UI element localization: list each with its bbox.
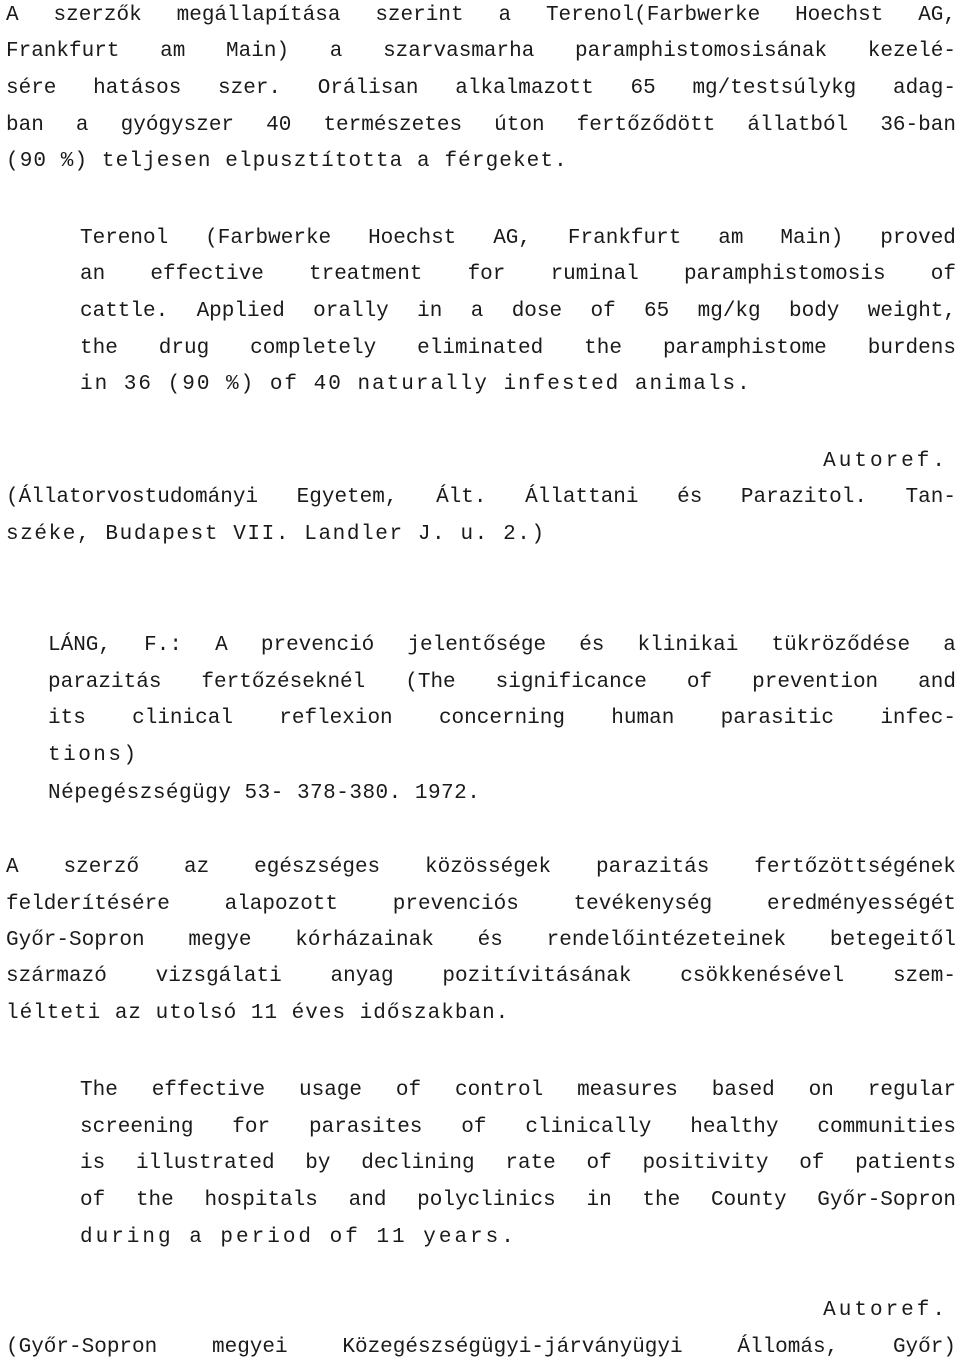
- summary-en-1-line-5: in 36 (90 %) of 40 naturally infested animals.: [80, 373, 752, 396]
- summary-hu-2-line-1: [6, 855, 956, 881]
- word: declining: [361, 1152, 475, 1175]
- word: szem-: [892, 965, 956, 988]
- summary-en-1-line-4: [80, 336, 956, 362]
- citation-line-2: [48, 670, 956, 696]
- affiliation-1-line-1: [6, 485, 956, 511]
- word: paramphistome: [662, 337, 827, 360]
- word: Orálisan: [317, 77, 419, 100]
- word: on: [808, 1079, 834, 1102]
- word: állatból: [747, 114, 849, 137]
- summary-en-1-line-2: [80, 262, 956, 288]
- word: vizsgálati: [155, 965, 282, 988]
- word: County: [710, 1189, 787, 1212]
- word: prevenciós: [392, 893, 519, 916]
- word: tükröződése: [771, 634, 911, 657]
- word: the: [584, 337, 622, 360]
- word: anyag: [330, 965, 394, 988]
- word: burdens: [867, 337, 956, 360]
- word: for: [232, 1116, 271, 1139]
- word: a: [329, 40, 343, 63]
- autoref-2: Autoref.: [823, 1299, 948, 1322]
- summary-hu-2-line-2: [6, 892, 956, 918]
- summary-en-1-line-3: [80, 299, 956, 325]
- word: rate: [505, 1152, 556, 1175]
- word: prevention: [752, 671, 879, 694]
- word: patients: [855, 1152, 956, 1175]
- word: szerzők: [53, 4, 142, 27]
- word: Győr-Sopron: [817, 1189, 956, 1212]
- word: AG,: [918, 4, 956, 27]
- word: healthy: [690, 1116, 779, 1139]
- word: származó: [6, 965, 107, 988]
- word: kezelé-: [867, 40, 956, 63]
- word: a: [75, 114, 89, 137]
- word: 65: [644, 300, 670, 323]
- word: ruminal: [550, 263, 639, 286]
- word: measures: [577, 1079, 678, 1102]
- word: F.:: [144, 634, 182, 657]
- word: completely: [250, 337, 377, 360]
- word: of: [799, 1152, 825, 1175]
- word: Applied: [196, 300, 285, 323]
- word: its: [48, 707, 86, 730]
- word: human: [611, 707, 675, 730]
- summary-en-2-line-3: [80, 1151, 956, 1177]
- word: (Győr-Sopron: [6, 1336, 158, 1359]
- summary-hu-2-line-3: [6, 928, 956, 954]
- word: természetes: [323, 114, 463, 137]
- word: orally: [313, 300, 389, 323]
- word: és: [677, 486, 703, 509]
- word: of: [80, 1189, 106, 1212]
- summary-hu-1-line-3: [6, 76, 956, 102]
- word: fertőződött: [576, 114, 716, 137]
- word: szerint: [375, 4, 464, 27]
- word: polyclinics: [417, 1189, 556, 1212]
- word: Terenol(Farbwerke: [545, 4, 761, 27]
- word: szerző: [63, 856, 140, 879]
- word: infec-: [880, 707, 956, 730]
- word: control: [454, 1079, 544, 1102]
- word: Tan-: [905, 486, 956, 509]
- word: Győr): [892, 1336, 956, 1359]
- word: az: [184, 856, 210, 879]
- word: megállapítása: [176, 4, 341, 27]
- summary-hu-1-line-5: (90 %) teljesen elpusztította a férgeket.: [6, 150, 568, 173]
- word: parasitic: [720, 707, 835, 730]
- word: fertőzöttségének: [754, 856, 956, 879]
- word: alkalmazott: [455, 77, 594, 100]
- word: paramphistomosis: [683, 263, 886, 286]
- word: in: [417, 300, 443, 323]
- word: effective: [151, 1079, 266, 1102]
- word: the: [135, 1189, 174, 1212]
- word: of: [686, 671, 713, 694]
- word: and: [918, 671, 956, 694]
- word: Main): [226, 40, 290, 63]
- affiliation-1-line-2: széke, Budapest VII. Landler J. u. 2.): [6, 523, 546, 546]
- summary-hu-1-line-4: [6, 113, 956, 139]
- summary-hu-1-line-1: [6, 3, 956, 29]
- word: a: [943, 634, 956, 657]
- autoref-1: Autoref.: [823, 450, 948, 473]
- word: clinically: [525, 1116, 652, 1139]
- word: based: [711, 1079, 775, 1102]
- word: of: [586, 1152, 612, 1175]
- word: concerning: [438, 707, 565, 730]
- word: is: [80, 1152, 106, 1175]
- word: dose: [511, 300, 563, 323]
- summary-hu-2-line-4: [6, 964, 956, 990]
- word: tevékenység: [573, 893, 713, 916]
- word: ban: [6, 114, 44, 137]
- affiliation-2: [6, 1335, 956, 1361]
- word: reflexion: [279, 707, 393, 730]
- summary-en-1-line-1: [80, 226, 956, 252]
- word: paramphistomosisának: [575, 40, 828, 63]
- word: parazitás: [48, 671, 162, 694]
- summary-en-2-line-4: [80, 1188, 956, 1214]
- word: Győr-Sopron: [6, 929, 145, 952]
- word: proved: [880, 227, 956, 250]
- word: screening: [80, 1116, 194, 1139]
- word: of: [461, 1116, 487, 1139]
- word: weight,: [867, 300, 956, 323]
- word: mg/kg: [697, 300, 761, 323]
- word: sére: [6, 77, 57, 100]
- word: significance: [495, 671, 647, 694]
- word: A: [6, 4, 19, 27]
- word: csökkenésével: [680, 965, 845, 988]
- word: LÁNG,: [48, 634, 112, 657]
- word: body: [789, 300, 840, 323]
- word: A: [215, 634, 228, 657]
- citation-source: Népegészségügy 53- 378-380. 1972.: [48, 782, 481, 805]
- word: Parazitol.: [740, 486, 867, 509]
- word: gyógyszer: [120, 114, 235, 137]
- word: pozitívitásának: [442, 965, 632, 988]
- word: fertőzéseknél: [201, 671, 366, 694]
- summary-en-2-line-5: during a period of 11 years.: [80, 1226, 517, 1249]
- word: an: [80, 263, 106, 286]
- word: eredményességét: [766, 893, 956, 916]
- word: Main): [780, 227, 844, 250]
- word: közösségek: [425, 856, 552, 879]
- word: am: [718, 227, 744, 250]
- word: egészséges: [254, 856, 381, 879]
- word: Állattani: [525, 486, 639, 509]
- word: (Farbwerke: [205, 227, 332, 250]
- word: szer.: [218, 77, 282, 100]
- word: Frankfurt: [6, 40, 120, 63]
- word: and: [348, 1189, 387, 1212]
- word: Ált.: [436, 486, 487, 509]
- word: alapozott: [224, 893, 339, 916]
- word: cattle.: [80, 300, 169, 323]
- word: effective: [150, 263, 264, 286]
- word: Terenol: [80, 227, 169, 250]
- word: eliminated: [417, 337, 544, 360]
- word: by: [305, 1152, 331, 1175]
- word: the: [80, 337, 118, 360]
- word: szarvasmarha: [383, 40, 535, 63]
- word: a: [470, 300, 484, 323]
- word: prevenció: [260, 634, 375, 657]
- word: jelentősége: [407, 634, 547, 657]
- word: megyei: [211, 1336, 288, 1359]
- word: in: [586, 1189, 612, 1212]
- word: 65: [630, 77, 656, 100]
- word: felderítésére: [6, 893, 170, 916]
- summary-hu-1-line-2: [6, 39, 956, 65]
- word: betegeitől: [829, 929, 956, 952]
- word: hospitals: [204, 1189, 318, 1212]
- word: regular: [867, 1079, 956, 1102]
- word: parazitás: [595, 856, 710, 879]
- word: és: [477, 929, 503, 952]
- word: Frankfurt: [567, 227, 682, 250]
- word: és: [579, 634, 605, 657]
- word: Állomás,: [737, 1336, 839, 1359]
- word: for: [467, 263, 506, 286]
- word: positivity: [642, 1152, 769, 1175]
- word: of: [930, 263, 956, 286]
- word: usage: [298, 1079, 362, 1102]
- summary-hu-2-line-5: lélteti az utolsó 11 éves időszakban.: [6, 1002, 510, 1025]
- word: úton: [494, 114, 545, 137]
- word: 40: [266, 114, 292, 137]
- word: Hoechst: [795, 4, 884, 27]
- word: Egyetem,: [296, 486, 398, 509]
- word: hatásos: [93, 77, 182, 100]
- word: adag-: [892, 77, 956, 100]
- word: Közegészségügyi-járványügyi: [342, 1336, 683, 1359]
- word: am: [160, 40, 186, 63]
- word: of: [395, 1079, 422, 1102]
- word: a: [498, 4, 512, 27]
- word: kórházainak: [295, 929, 434, 952]
- word: rendelőintézeteinek: [546, 929, 787, 952]
- word: (Állatorvostudományi: [6, 486, 259, 509]
- word: of: [590, 300, 616, 323]
- citation-line-3: [48, 706, 956, 732]
- word: clinical: [132, 707, 233, 730]
- word: megye: [188, 929, 252, 952]
- word: A: [6, 856, 19, 879]
- word: mg/testsúlykg: [692, 77, 857, 100]
- citation-line-1: [48, 633, 956, 659]
- word: AG,: [493, 227, 531, 250]
- word: the: [642, 1189, 681, 1212]
- word: (The: [405, 671, 456, 694]
- word: Hoechst: [368, 227, 457, 250]
- word: drug: [158, 337, 210, 360]
- word: illustrated: [135, 1152, 275, 1175]
- summary-en-2-line-1: [80, 1078, 956, 1104]
- word: communities: [817, 1116, 956, 1139]
- word: 36-ban: [880, 114, 956, 137]
- summary-en-2-line-2: [80, 1115, 956, 1141]
- word: klinikai: [637, 634, 739, 657]
- word: parasites: [308, 1116, 423, 1139]
- citation-line-4: tions): [48, 744, 139, 767]
- word: treatment: [308, 263, 423, 286]
- word: The: [80, 1079, 118, 1102]
